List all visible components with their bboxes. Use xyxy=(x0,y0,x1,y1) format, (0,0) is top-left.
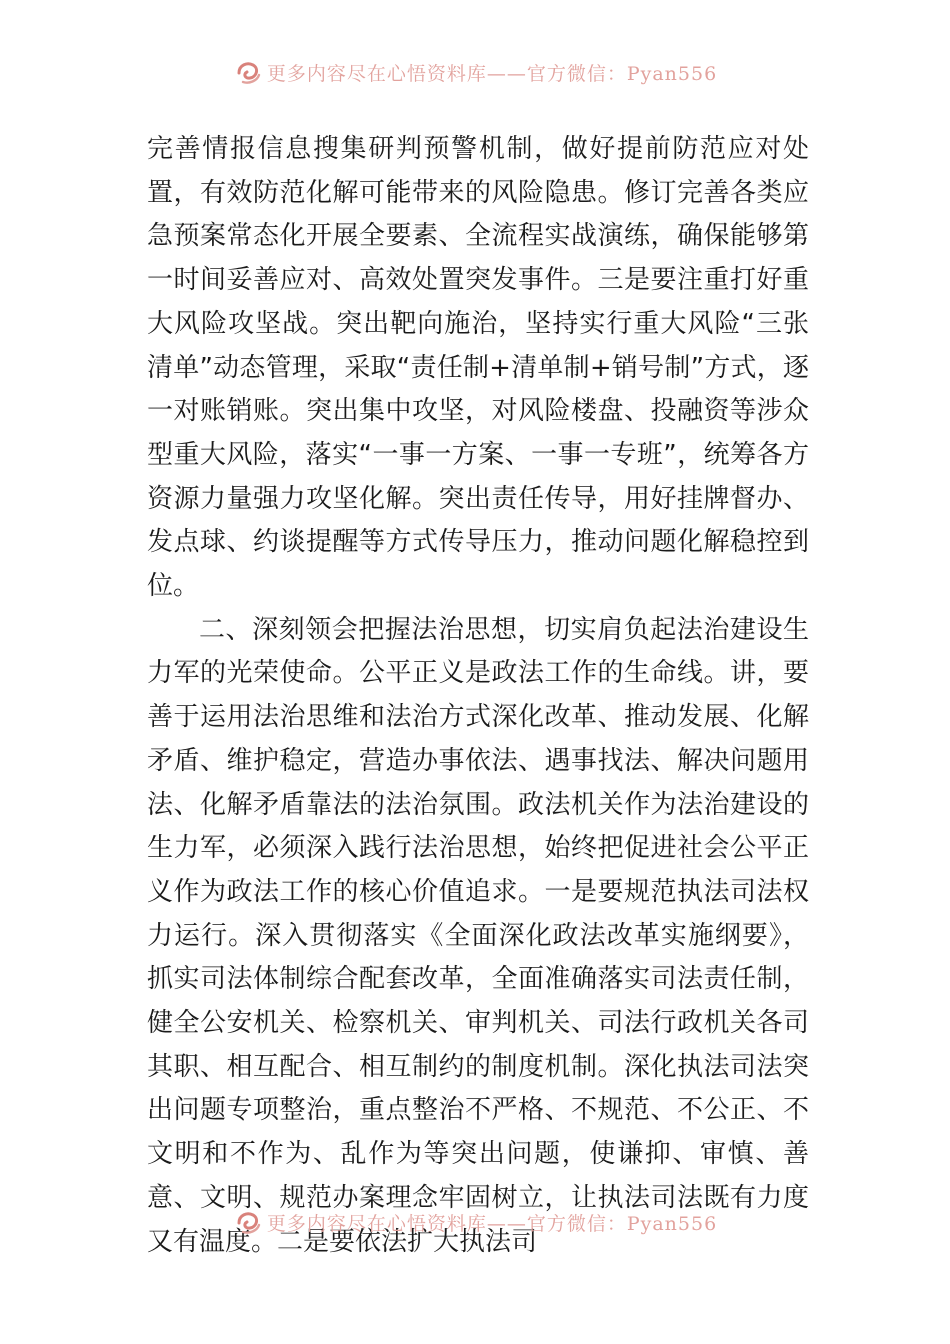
swirl-logo-icon xyxy=(233,1207,263,1237)
document-body xyxy=(147,128,809,1264)
swirl-logo-icon xyxy=(233,57,263,87)
header-watermark xyxy=(0,54,950,90)
footer-watermark xyxy=(0,1204,950,1240)
paragraph-continued: 完善情报信息搜集研判预警机制，做好提前防范应对处置，有效防范化解可能带来的风险隐患。修订完善各类应急预案常态化开展全要素、全流程实战演练，确保能够第一时间妥善应对、高效处置突发事件。三是要注重打好重大风险攻坚战。突出靶向施治，坚持实行重大风险“三张清单”动态管理，采取“责任制+清单制+销号制”方式，逐一对账销账。突出集中攻坚，对风险楼盘、投融资等涉众型重大风险，落实“一事一方案、一事一专班”，统筹各方资源力量强力攻坚化解。突出责任传导，用好挂牌督办、发点球、约谈提醒等方式传导压力，推动问题化解稳控到位。 xyxy=(147,134,809,602)
watermark-text: 更多内容尽在心悟资料库——官方微信：Pyan556 xyxy=(266,62,718,85)
paragraph-section-two: 二、深刻领会把握法治思想，切实肩负起法治建设生力军的光荣使命。公平正义是政法工作的生命线。讲，要善于运用法治思维和法治方式深化改革、推动发展、化解矛盾、维护稳定，营造办事依法、遇事找法、解决问题用法、化解矛盾靠法的法治氛围。政法机关作为法治建设的生力军，必须深入践行法治思想，始终把促进社会公平正义作为政法工作的核心价值追求。一是要规范执法司法权力运行。深入贯彻落实《全面深化政法改革实施纲要》，抓实司法体制综合配套改革，全面准确落实司法责任制，健全公安机关、检察机关、审判机关、司法行政机关各司其职、相互配合、相互制约的制度机制。深化执法司法突出问题专项整治，重点整治不严格、不规范、不公正、不文明和不作为、乱作为等突出问题，使谦抑、审慎、善意、文明、规范办案理念牢固树立，让执法司法既有力度又有温度。二是要依法扩大执法司 xyxy=(147,614,809,1257)
watermark-text: 更多内容尽在心悟资料库——官方微信：Pyan556 xyxy=(266,1212,718,1235)
